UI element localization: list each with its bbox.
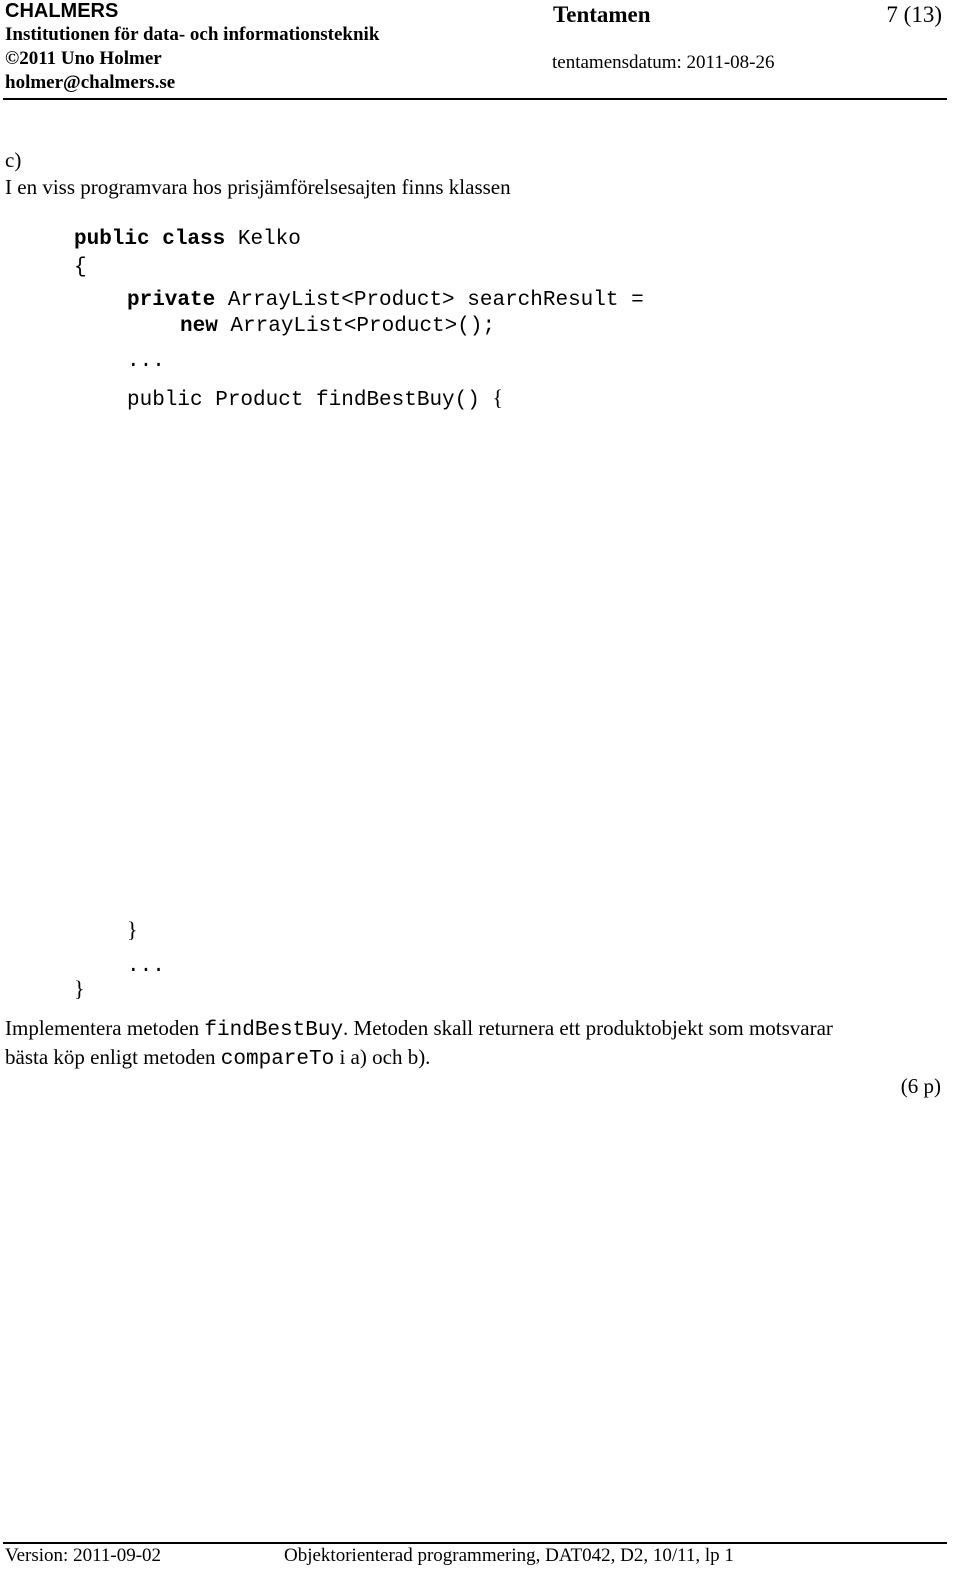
code-keyword: private — [127, 289, 216, 312]
course-label: Objektorienterad programmering, DAT042, D2, 10/11, lp 1 — [284, 1545, 734, 1566]
task-text: . Metoden skall returnera ett produktobjekt som motsvarar — [343, 1016, 833, 1040]
code-text: ArrayList<Product> searchResult = — [215, 289, 644, 312]
page-number: 7 (13) — [886, 2, 942, 27]
code-text: public Product findBestBuy() — [127, 389, 493, 412]
inline-code: compareTo — [220, 1048, 335, 1071]
code-line-method-decl — [127, 385, 503, 412]
task-text-line-1 — [5, 1016, 833, 1042]
header-divider — [3, 98, 947, 100]
code-keyword: public class — [74, 228, 226, 251]
code-brace: { — [492, 385, 504, 410]
code-text: ArrayList<Product>(); — [217, 315, 496, 338]
task-text-line-2 — [5, 1045, 430, 1071]
code-line-method-close: } — [127, 917, 138, 942]
code-line-class-decl — [74, 228, 301, 251]
part-label: c) — [5, 148, 22, 172]
inline-code: findBestBuy — [204, 1019, 344, 1042]
task-text: Implementera metoden — [5, 1016, 205, 1040]
copyright: ©2011 Uno Holmer — [5, 48, 162, 69]
brand-name: CHALMERS — [5, 0, 119, 22]
task-text: bästa köp enligt metoden — [5, 1045, 221, 1069]
points-label: (6 p) — [900, 1074, 941, 1098]
code-line-open-brace: { — [74, 256, 87, 279]
code-line-class-close: } — [74, 976, 85, 1001]
code-line-ellipsis: ... — [127, 350, 165, 373]
footer-divider — [3, 1542, 947, 1544]
exam-date: tentamensdatum: 2011-08-26 — [552, 52, 775, 73]
code-line-field-decl — [127, 289, 644, 312]
task-text: i a) och b). — [334, 1045, 431, 1069]
code-text: Kelko — [225, 228, 301, 251]
code-line-ellipsis-2: ... — [127, 955, 165, 978]
intro-text: I en viss programvara hos prisjämförelsesajten finns klassen — [5, 175, 511, 199]
institution-name: Institutionen för data- och informationsteknik — [5, 24, 380, 45]
version-label: Version: 2011-09-02 — [5, 1545, 162, 1566]
author-email: holmer@chalmers.se — [5, 72, 176, 93]
document-title: Tentamen — [553, 2, 651, 27]
code-line-field-init — [180, 315, 495, 338]
code-keyword: new — [180, 315, 218, 338]
